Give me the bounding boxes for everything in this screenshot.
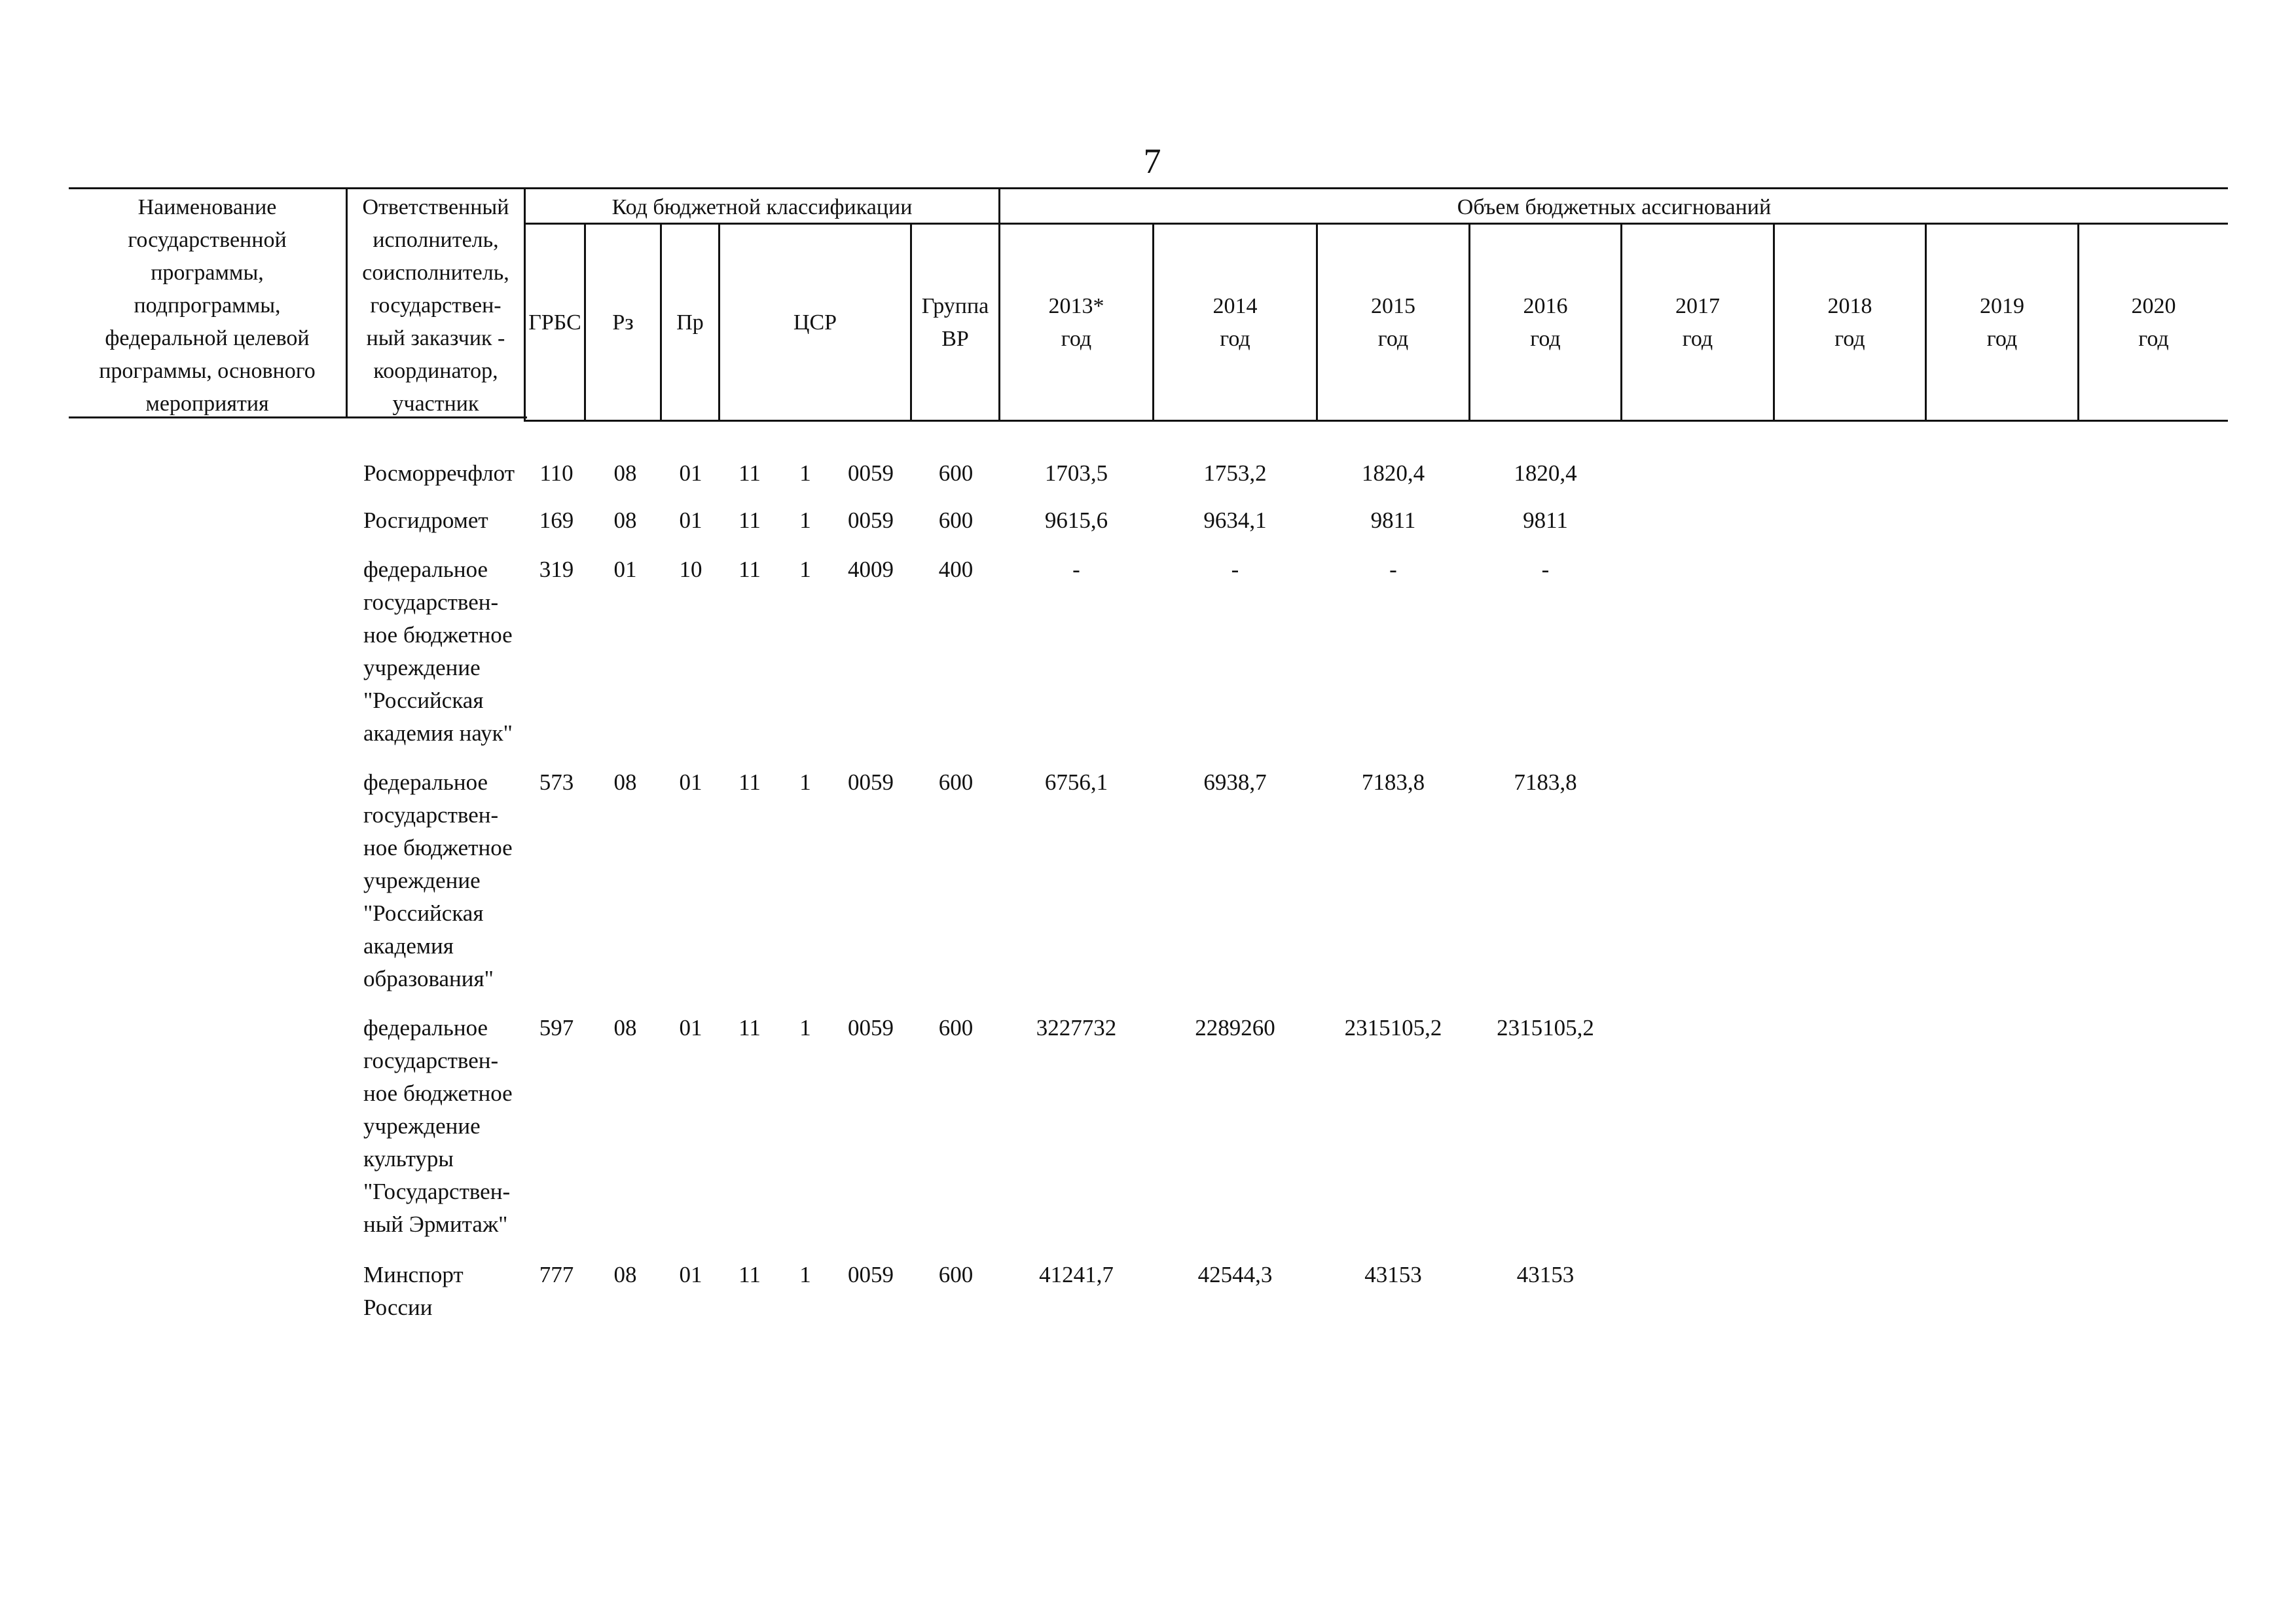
row-value-2013: -	[1072, 557, 1080, 582]
row-value-2016: 9811	[1523, 507, 1568, 533]
row-vr: 600	[938, 1015, 974, 1041]
row-pr: 10	[679, 557, 702, 582]
header-year-2015: 2015 год	[1371, 294, 1415, 351]
row-csr-subprogram: 1	[799, 1262, 811, 1287]
row-pr: 01	[679, 460, 702, 486]
row-value-2014: 9634,1	[1203, 507, 1267, 533]
header-top-rule	[69, 187, 2228, 189]
header-year-2013: 2013* год	[1048, 294, 1104, 351]
header-executor: Ответственный исполнитель, соисполнитель, государствен- ный заказчик - координатор, участник	[362, 195, 509, 416]
row-value-2015: 1820,4	[1361, 460, 1425, 486]
row-grbs: 319	[539, 557, 574, 582]
row-value-2015: 9811	[1370, 507, 1416, 533]
row-value-2015: 2315105,2	[1344, 1015, 1442, 1041]
row-csr-subprogram: 1	[799, 769, 811, 795]
row-csr-subprogram: 1	[799, 460, 811, 486]
row-rz: 08	[613, 1015, 637, 1041]
row-pr: 01	[679, 769, 702, 795]
row-csr-subprogram: 1	[799, 1015, 811, 1041]
row-executor: федеральное государствен- ное бюджетное учреждение "Российская академия наук"	[363, 557, 513, 746]
row-value-2015: 43153	[1364, 1262, 1422, 1287]
row-executor: федеральное государствен- ное бюджетное учреждение "Российская академия образования"	[363, 769, 513, 991]
header-csr: ЦСР	[793, 310, 837, 335]
row-value-2016: 7183,8	[1514, 769, 1577, 795]
row-grbs: 777	[539, 1262, 574, 1287]
row-rz: 08	[613, 1262, 637, 1287]
header-grbs: ГРБС	[528, 310, 581, 335]
header-budget-volume-group: Объем бюджетных ассигнований	[1457, 195, 1772, 219]
row-csr-program: 11	[738, 460, 761, 486]
row-csr-program: 11	[738, 557, 761, 582]
header-rz: Рз	[612, 310, 634, 335]
row-value-2014: 42544,3	[1197, 1262, 1273, 1287]
header-program-name: Наименование государственной программы, подпрограммы, федеральной целевой программы, основного мероприятия	[99, 195, 316, 416]
row-value-2014: -	[1231, 557, 1239, 582]
row-rz: 08	[613, 507, 637, 533]
header-year-2017: 2017 год	[1675, 294, 1720, 351]
row-executor: Минспорт России	[363, 1262, 464, 1320]
row-value-2014: 1753,2	[1203, 460, 1267, 486]
row-csr-program: 11	[738, 1262, 761, 1287]
row-executor: федеральное государствен- ное бюджетное учреждение культуры "Государствен- ный Эрмитаж"	[363, 1015, 513, 1237]
page-number: 7	[1143, 141, 1161, 181]
row-value-2013: 9615,6	[1044, 507, 1108, 533]
header-bottom-rule-right	[524, 420, 2228, 422]
row-csr-program: 11	[738, 769, 761, 795]
row-vr: 600	[938, 507, 974, 533]
row-csr-code: 0059	[848, 507, 894, 533]
row-value-2016: 1820,4	[1514, 460, 1577, 486]
row-value-2016: 2315105,2	[1497, 1015, 1594, 1041]
row-rz: 08	[613, 769, 637, 795]
row-csr-subprogram: 1	[799, 557, 811, 582]
row-csr-code: 0059	[848, 1015, 894, 1041]
row-value-2015: 7183,8	[1361, 769, 1425, 795]
header-year-2019: 2019 год	[1980, 294, 2024, 351]
row-executor: Росморречфлот	[363, 460, 515, 486]
header-pr: Пр	[676, 310, 704, 335]
row-vr: 600	[938, 769, 974, 795]
header-year-2014: 2014 год	[1212, 294, 1258, 351]
row-csr-code: 0059	[848, 769, 894, 795]
row-grbs: 597	[539, 1015, 574, 1041]
header-vr: Группа ВР	[921, 294, 989, 351]
row-pr: 01	[679, 507, 702, 533]
row-csr-subprogram: 1	[799, 507, 811, 533]
row-csr-code: 4009	[848, 557, 894, 582]
row-vr: 600	[938, 1262, 974, 1287]
row-value-2013: 6756,1	[1044, 769, 1108, 795]
row-rz: 08	[613, 460, 637, 486]
header-budget-code-group: Код бюджетной классификации	[611, 195, 913, 219]
row-grbs: 169	[539, 507, 574, 533]
row-grbs: 110	[539, 460, 574, 486]
row-value-2013: 41241,7	[1039, 1262, 1114, 1287]
row-value-2015: -	[1389, 557, 1397, 582]
row-value-2014: 6938,7	[1203, 769, 1267, 795]
header-year-2018: 2018 год	[1827, 294, 1872, 351]
row-value-2016: 43153	[1516, 1262, 1575, 1287]
row-value-2016: -	[1541, 557, 1550, 582]
row-pr: 01	[679, 1015, 702, 1041]
header-year-2016: 2016 год	[1523, 294, 1568, 351]
row-value-2013: 3227732	[1036, 1015, 1117, 1041]
row-csr-program: 11	[738, 1015, 761, 1041]
row-csr-code: 0059	[848, 1262, 894, 1287]
row-value-2013: 1703,5	[1044, 460, 1108, 486]
row-executor: Росгидромет	[363, 507, 488, 533]
row-grbs: 573	[539, 769, 574, 795]
row-value-2014: 2289260	[1195, 1015, 1275, 1041]
row-vr: 600	[938, 460, 974, 486]
row-rz: 01	[613, 557, 637, 582]
row-vr: 400	[938, 557, 974, 582]
row-csr-program: 11	[738, 507, 761, 533]
header-year-2020: 2020 год	[2131, 294, 2176, 351]
row-csr-code: 0059	[848, 460, 894, 486]
row-pr: 01	[679, 1262, 702, 1287]
